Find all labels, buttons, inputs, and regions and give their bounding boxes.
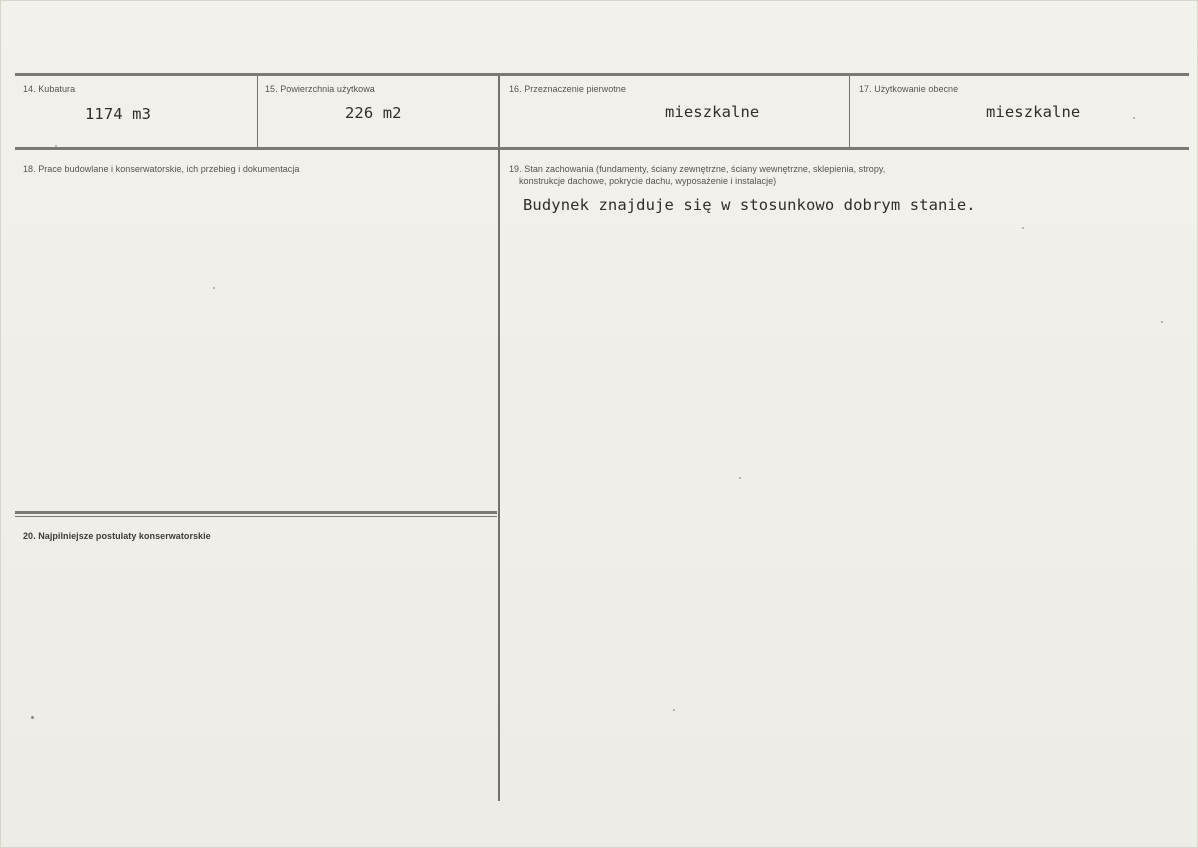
paper-speck xyxy=(31,716,34,719)
field-19-label-line2: konstrukcje dachowe, pokrycie dachu, wyposażenie i instalacje) xyxy=(519,176,777,186)
field-14-label: 14. Kubatura xyxy=(23,84,76,94)
divider-16-17 xyxy=(849,76,850,148)
top-rule xyxy=(15,73,1189,76)
field-16-value: mieszkalne xyxy=(665,103,760,121)
field-16-label: 16. Przeznaczenie pierwotne xyxy=(509,84,626,94)
paper-speck xyxy=(55,145,57,147)
paper-speck xyxy=(1161,321,1163,323)
paper-speck xyxy=(739,477,741,479)
paper-speck xyxy=(673,709,675,711)
field-19-label-line1: 19. Stan zachowania (fundamenty, ściany zewnętrzne, ściany wewnętrzne, sklepienia, stropy, xyxy=(509,164,886,174)
paper-speck xyxy=(1133,117,1135,119)
field-15-value: 226 m2 xyxy=(345,104,402,122)
field-15-label: 15. Powierzchnia użytkowa xyxy=(265,84,375,94)
paper-speck xyxy=(1022,227,1024,229)
divider-14-15 xyxy=(257,76,258,148)
field-17-value: mieszkalne xyxy=(986,103,1081,121)
section-20-rule-inner xyxy=(15,516,497,517)
divider-15-16 xyxy=(498,76,500,801)
field-19-value: Budynek znajduje się w stosunkowo dobrym stanie. xyxy=(523,196,976,214)
field-17-label: 17. Użytkowanie obecne xyxy=(859,84,959,94)
field-18-label: 18. Prace budowlane i konserwatorskie, ich przebieg i dokumentacja xyxy=(23,164,300,174)
section-20-rule xyxy=(15,511,497,514)
field-14-value: 1174 m3 xyxy=(85,105,152,123)
paper-speck xyxy=(213,287,215,289)
row-divider xyxy=(15,147,1189,150)
field-20-label: 20. Najpilniejsze postulaty konserwatorskie xyxy=(23,531,211,541)
